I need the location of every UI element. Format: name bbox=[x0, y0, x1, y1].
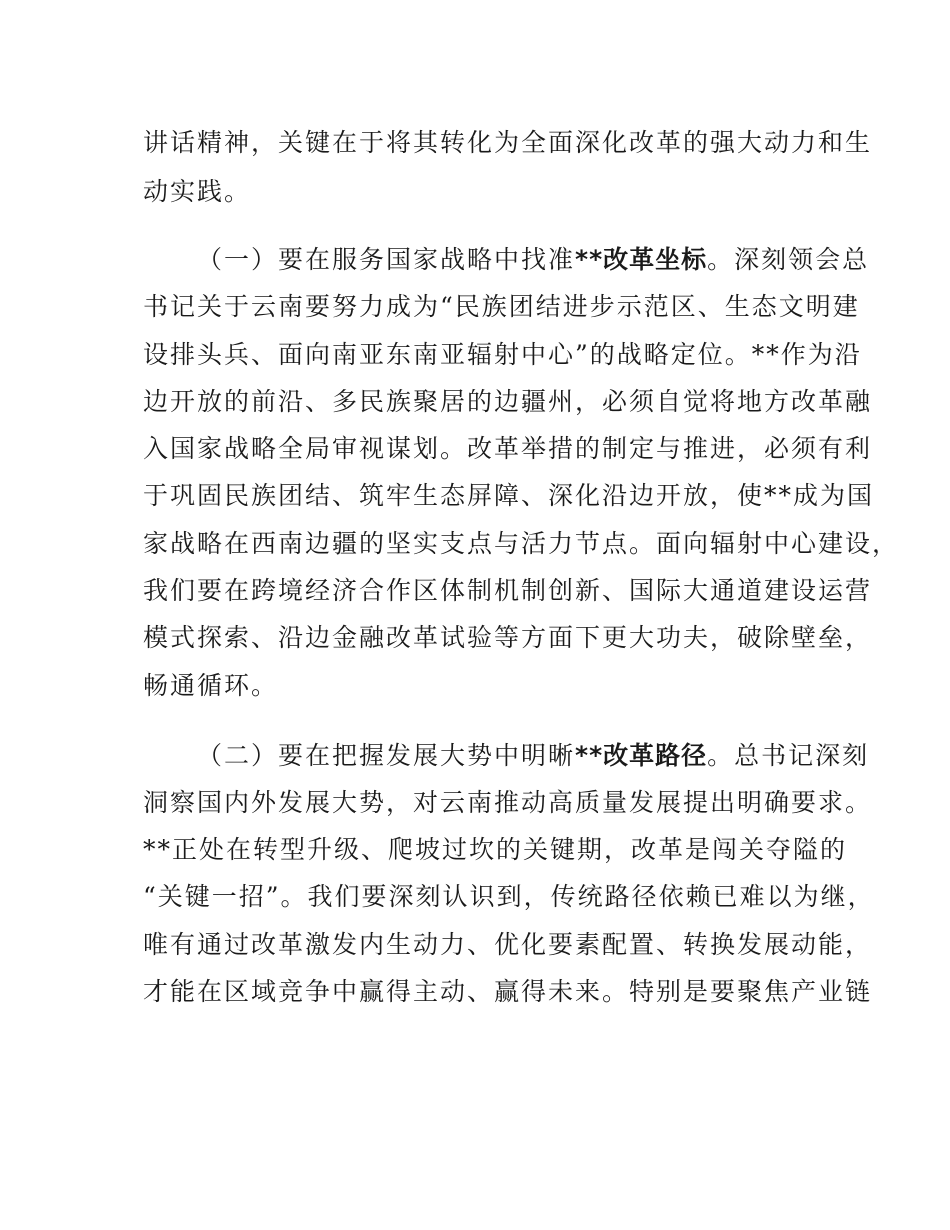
heading-bold-text: **改革路径 bbox=[575, 741, 708, 770]
heading-text: （一）要在服务国家战略中找准 bbox=[197, 245, 576, 274]
text-line: 书记关于云南要努力成为“民族团结进步示范区、生态文明建 bbox=[143, 292, 860, 321]
text-line: 边开放的前沿、多民族聚居的边疆州，必须自觉将地方改革融 bbox=[143, 387, 873, 416]
text-line: **正处在转型升级、爬坡过坎的关键期，改革是闯关夺隘的 bbox=[143, 835, 848, 864]
paragraph-heading-line bbox=[197, 245, 869, 275]
text-line: 于巩固民族团结、筑牢生态屏障、深化沿边开放，使**成为国 bbox=[143, 481, 875, 510]
heading-text-tail: 。深刻领会总 bbox=[707, 245, 870, 274]
text-line: “关键一招”。我们要深刻认识到，传统路径依赖已难以为继， bbox=[143, 882, 875, 911]
paragraph-heading-line bbox=[197, 741, 869, 771]
text-line: 动实践。 bbox=[143, 177, 252, 206]
text-line: 洞察国内外发展大势，对云南推动高质量发展提出明确要求。 bbox=[143, 788, 873, 817]
text-line: 畅通循环。 bbox=[143, 671, 279, 700]
text-line: 才能在区域竞争中赢得主动、赢得未来。特别是要聚焦产业链 bbox=[143, 977, 873, 1006]
heading-bold-text: **改革坐标 bbox=[575, 245, 708, 274]
text-line: 模式探索、沿边金融改革试验等方面下更大功夫，破除壁垒， bbox=[143, 623, 873, 652]
heading-text-tail: 。总书记深刻 bbox=[707, 741, 870, 770]
heading-text: （二）要在把握发展大势中明晰 bbox=[197, 741, 576, 770]
text-line: 唯有通过改革激发内生动力、优化要素配置、转换发展动能， bbox=[143, 930, 873, 959]
text-line: 讲话精神，关键在于将其转化为全面深化改革的强大动力和生 bbox=[143, 128, 873, 157]
text-line: 入国家战略全局审视谋划。改革举措的制定与推进，必须有利 bbox=[143, 434, 873, 463]
text-line: 我们要在跨境经济合作区体制机制创新、国际大通道建设运营 bbox=[143, 576, 873, 605]
text-line: 家战略在西南边疆的坚实支点与活力节点。面向辐射中心建设， bbox=[143, 529, 900, 558]
text-line: 设排头兵、面向南亚东南亚辐射中心”的战略定位。**作为沿 bbox=[143, 340, 862, 369]
